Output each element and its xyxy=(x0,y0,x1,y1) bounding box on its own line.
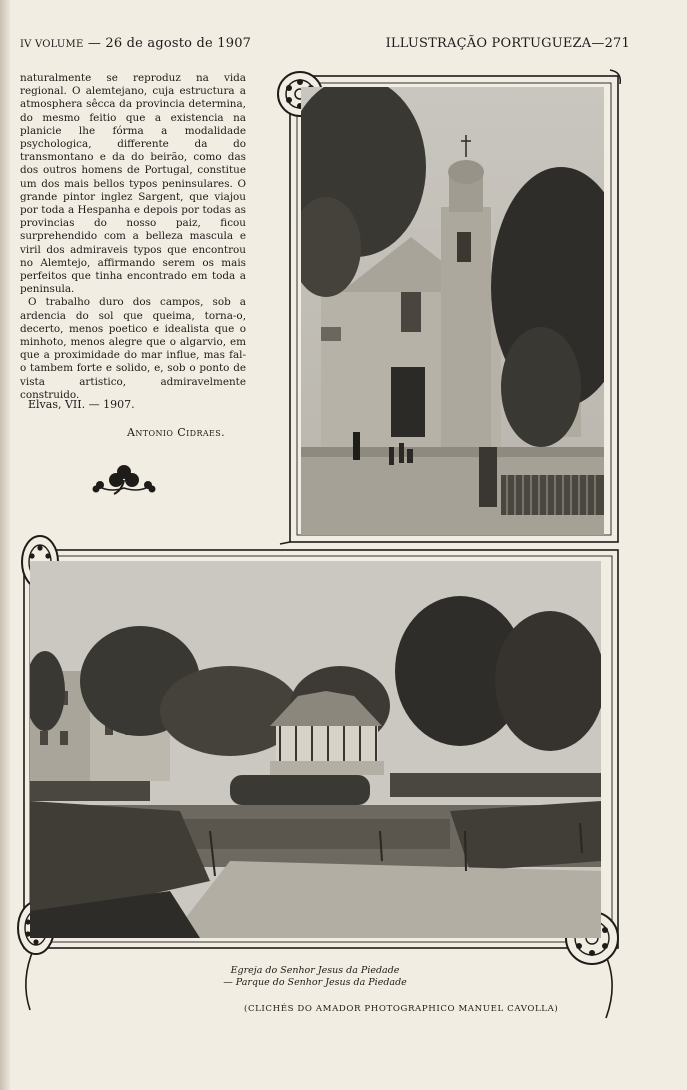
issue-date: — 26 de agosto de 1907 xyxy=(87,36,252,51)
article-paragraph-1: naturalmente se reproduz na vida regional. O alemtejano, cuja estructura a atmosphera sêcca da provincia determina, do mesmo feitio que a existencia na planicie lhe fórma a modalidade psychologica, differente da do transmontano e da do beirão, como das dos outros homens de Portugal, constitue um dos mais bellos typos peninsulares. O grande pintor inglez Sargent, que viajou por toda a Hespanha e depois por todas as provincias do nosso paiz, ficou surprehendido com a belleza mascula e viril dos admiraveis typos que encontrou no Alemtejo, affirmando serem os mais perfeitos que tinha encontrado em toda a peninsula. xyxy=(20,72,246,296)
article-author: Antonio Cidraes. xyxy=(127,426,226,439)
caption-park: — Parque do Senhor Jesus da Piedade xyxy=(223,977,407,988)
photo-credit: (CLICHÉS DO AMADOR PHOTOGRAPHICO MANUEL CAVOLLA) xyxy=(244,1004,559,1014)
clover-ornament-icon xyxy=(88,458,160,498)
church-photograph xyxy=(301,87,604,535)
caption-church: Egreja do Senhor Jesus da Piedade xyxy=(230,965,400,976)
page-number: —271 xyxy=(591,36,630,51)
volume-label: IV VOLUME xyxy=(20,39,84,50)
header-right xyxy=(386,36,630,51)
article-dateline: Elvas, VII. — 1907. xyxy=(28,398,135,411)
magazine-title: ILLUSTRAÇÃO PORTUGUEZA xyxy=(385,36,592,51)
park-photograph xyxy=(30,561,601,938)
photo-caption xyxy=(150,965,480,989)
header-left xyxy=(20,36,251,51)
article-paragraph-2: O trabalho duro dos campos, sob a ardencia do sol que queima, torna-o, decerto, menos poetico e idealista que o minhoto, menos alegre que o algarvio, em que a proximidade do mar influe, mas fal-o tambem forte e solido, e, sob o ponto de vista artistico, admiravelmente construido. xyxy=(20,296,246,401)
page-gutter-shadow xyxy=(0,0,10,1090)
running-header xyxy=(20,34,630,56)
article-text-column xyxy=(20,72,246,402)
